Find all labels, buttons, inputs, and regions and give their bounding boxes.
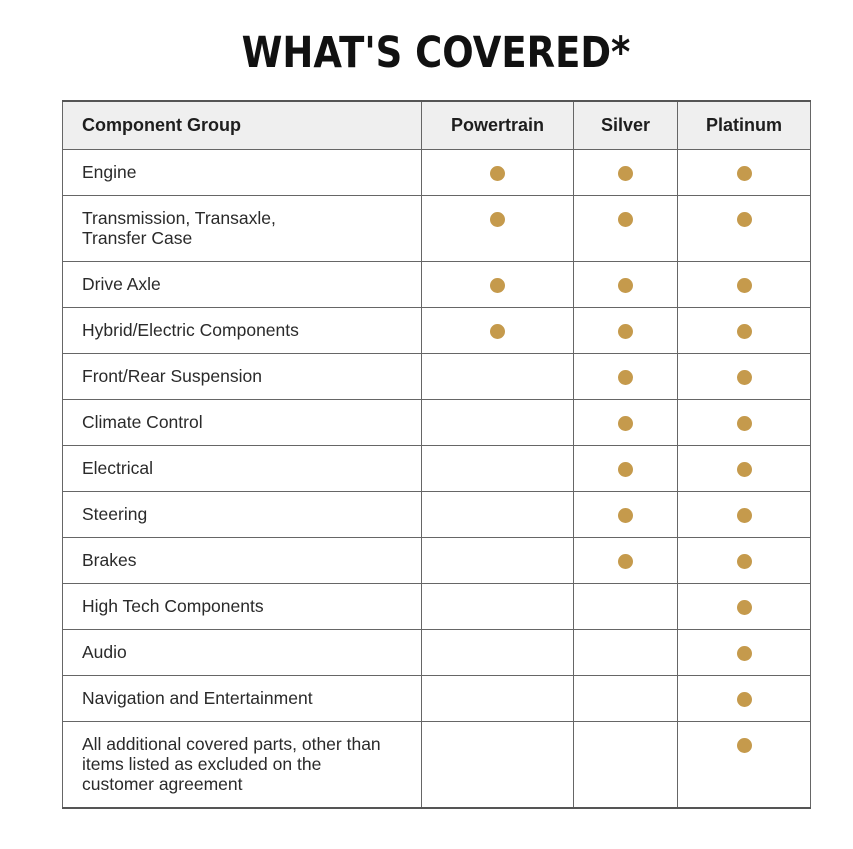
coverage-cell-silver [574, 262, 678, 308]
table-row [63, 196, 811, 262]
coverage-cell-powertrain [422, 492, 574, 538]
table-row [63, 630, 811, 676]
coverage-cell-silver [574, 492, 678, 538]
coverage-cell-platinum [678, 400, 811, 446]
component-group-label: Steering [63, 492, 422, 538]
component-group-label: Electrical [63, 446, 422, 492]
component-group-label: Audio [63, 630, 422, 676]
covered-dot-icon [490, 166, 505, 181]
covered-dot-icon [737, 212, 752, 227]
coverage-cell-powertrain [422, 262, 574, 308]
table-row [63, 722, 811, 809]
coverage-cell-platinum [678, 584, 811, 630]
coverage-cell-silver [574, 584, 678, 630]
covered-dot-icon [737, 416, 752, 431]
table-row [63, 262, 811, 308]
header-platinum: Platinum [678, 101, 811, 150]
coverage-cell-powertrain [422, 308, 574, 354]
table-row [63, 308, 811, 354]
covered-dot-icon [490, 324, 505, 339]
component-group-label: Drive Axle [63, 262, 422, 308]
coverage-cell-silver [574, 150, 678, 196]
coverage-table-body [63, 150, 811, 809]
component-group-label: Climate Control [63, 400, 422, 446]
table-header-row [63, 101, 811, 150]
component-group-label: Transmission, Transaxle, Transfer Case [63, 196, 422, 262]
covered-dot-icon [737, 554, 752, 569]
coverage-cell-silver [574, 446, 678, 492]
covered-dot-icon [618, 278, 633, 293]
component-group-label: High Tech Components [63, 584, 422, 630]
component-group-label: Hybrid/Electric Components [63, 308, 422, 354]
table-row [63, 354, 811, 400]
header-powertrain: Powertrain [422, 101, 574, 150]
covered-dot-icon [737, 324, 752, 339]
table-row [63, 492, 811, 538]
page-title: WHAT'S COVERED* [241, 28, 631, 78]
coverage-cell-platinum [678, 538, 811, 584]
covered-dot-icon [737, 646, 752, 661]
table-row [63, 446, 811, 492]
component-group-label: Engine [63, 150, 422, 196]
coverage-cell-silver [574, 722, 678, 809]
covered-dot-icon [737, 738, 752, 753]
coverage-cell-platinum [678, 308, 811, 354]
covered-dot-icon [737, 278, 752, 293]
covered-dot-icon [618, 462, 633, 477]
coverage-cell-powertrain [422, 676, 574, 722]
coverage-cell-powertrain [422, 354, 574, 400]
coverage-cell-platinum [678, 446, 811, 492]
coverage-cell-platinum [678, 262, 811, 308]
coverage-cell-powertrain [422, 722, 574, 809]
covered-dot-icon [618, 508, 633, 523]
covered-dot-icon [618, 166, 633, 181]
table-row [63, 400, 811, 446]
covered-dot-icon [490, 212, 505, 227]
covered-dot-icon [737, 166, 752, 181]
header-silver: Silver [574, 101, 678, 150]
coverage-cell-platinum [678, 150, 811, 196]
covered-dot-icon [737, 508, 752, 523]
table-row [63, 538, 811, 584]
header-component-group: Component Group [63, 101, 422, 150]
component-group-label: Front/Rear Suspension [63, 354, 422, 400]
coverage-cell-silver [574, 630, 678, 676]
covered-dot-icon [737, 462, 752, 477]
coverage-cell-silver [574, 354, 678, 400]
coverage-cell-silver [574, 308, 678, 354]
coverage-cell-platinum [678, 196, 811, 262]
coverage-cell-platinum [678, 354, 811, 400]
table-row [63, 150, 811, 196]
coverage-cell-platinum [678, 492, 811, 538]
coverage-cell-powertrain [422, 400, 574, 446]
covered-dot-icon [618, 212, 633, 227]
component-group-label: Brakes [63, 538, 422, 584]
covered-dot-icon [490, 278, 505, 293]
coverage-cell-silver [574, 400, 678, 446]
table-row [63, 676, 811, 722]
coverage-cell-silver [574, 676, 678, 722]
coverage-cell-powertrain [422, 446, 574, 492]
covered-dot-icon [737, 600, 752, 615]
component-group-label: Navigation and Entertainment [63, 676, 422, 722]
coverage-cell-platinum [678, 722, 811, 809]
coverage-cell-silver [574, 538, 678, 584]
coverage-cell-platinum [678, 676, 811, 722]
covered-dot-icon [737, 692, 752, 707]
coverage-cell-silver [574, 196, 678, 262]
component-group-label: All additional covered parts, other than items listed as excluded on the customer agreement [63, 722, 422, 809]
covered-dot-icon [618, 554, 633, 569]
covered-dot-icon [618, 370, 633, 385]
coverage-table [62, 100, 811, 809]
coverage-cell-powertrain [422, 630, 574, 676]
coverage-cell-powertrain [422, 584, 574, 630]
coverage-cell-platinum [678, 630, 811, 676]
covered-dot-icon [618, 416, 633, 431]
coverage-cell-powertrain [422, 150, 574, 196]
covered-dot-icon [618, 324, 633, 339]
table-row [63, 584, 811, 630]
coverage-cell-powertrain [422, 538, 574, 584]
covered-dot-icon [737, 370, 752, 385]
coverage-cell-powertrain [422, 196, 574, 262]
